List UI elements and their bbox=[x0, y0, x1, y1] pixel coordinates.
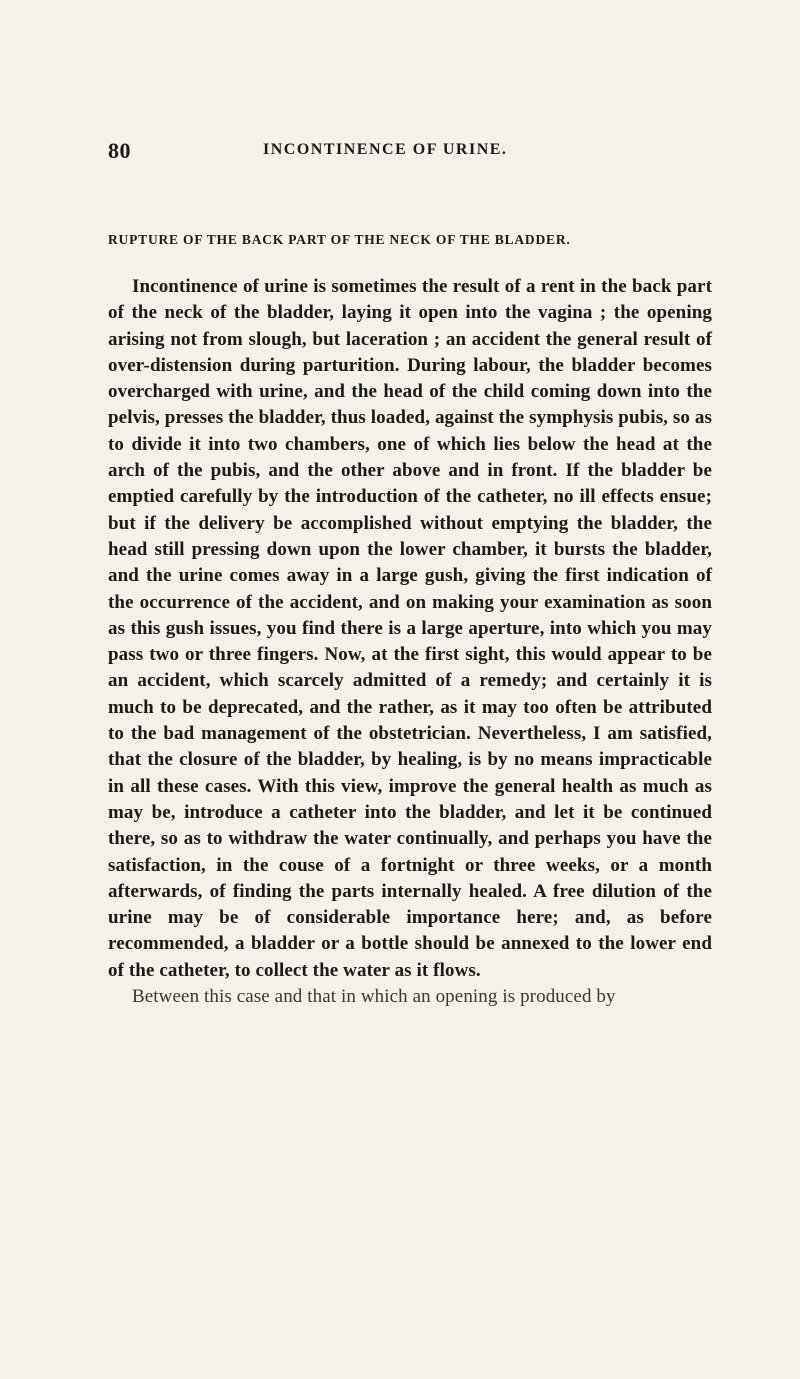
running-head bbox=[108, 138, 712, 168]
paragraph: Incontinence of urine is sometimes the result of a rent in the back part of the neck of the bladder, laying it open into the vagina ; the opening arising not from slough, but laceration ; an accident the general result of over-distension during parturition. During labour, the bladder becomes overcharged with urine, and the head of the child coming down into the pelvis, presses the bladder, thus loaded, against the symphysis pubis, so as to divide it into two chambers, one of which lies below the head at the arch of the pubis, and the other above and in front. If the bladder be emptied carefully by the introduction of the catheter, no ill effects ensue; but if the delivery be accomplished without emptying the bladder, the head still pressing down upon the lower chamber, it bursts the bladder, and the urine comes away in a large gush, giving the first indication of the occurrence of the accident, and on making your examination as soon as this gush issues, you find there is a large aperture, into which you may pass two or three fingers. Now, at the first sight, this would appear to be an accident, which scarcely admitted of a remedy; and certainly it is much to be deprecated, and the rather, as it may too often be attributed to the bad management of the obstetrician. Nevertheless, I am satisfied, that the closure of the bladder, by healing, is by no means impracticable in all these cases. With this view, improve the general health as much as may be, introduce a catheter into the bladder, and let it be continued there, so as to withdraw the water continually, and perhaps you have the satisfaction, in the couse of a fortnight or three weeks, or a month afterwards, of finding the parts internally healed. A free dilution of the urine may be of considerable importance here; and, as before recommended, a bladder or a bottle should be annexed to the lower end of the catheter, to collect the water as it flows. bbox=[108, 276, 712, 981]
paragraph: Between this case and that in which an opening is produced by bbox=[132, 986, 616, 1008]
page-number: 80 bbox=[108, 138, 131, 163]
body-text bbox=[108, 274, 712, 1010]
running-title: INCONTINENCE OF URINE. bbox=[263, 141, 508, 158]
section-heading: RUPTURE OF THE BACK PART OF THE NECK OF THE BLADDER. bbox=[108, 232, 571, 247]
